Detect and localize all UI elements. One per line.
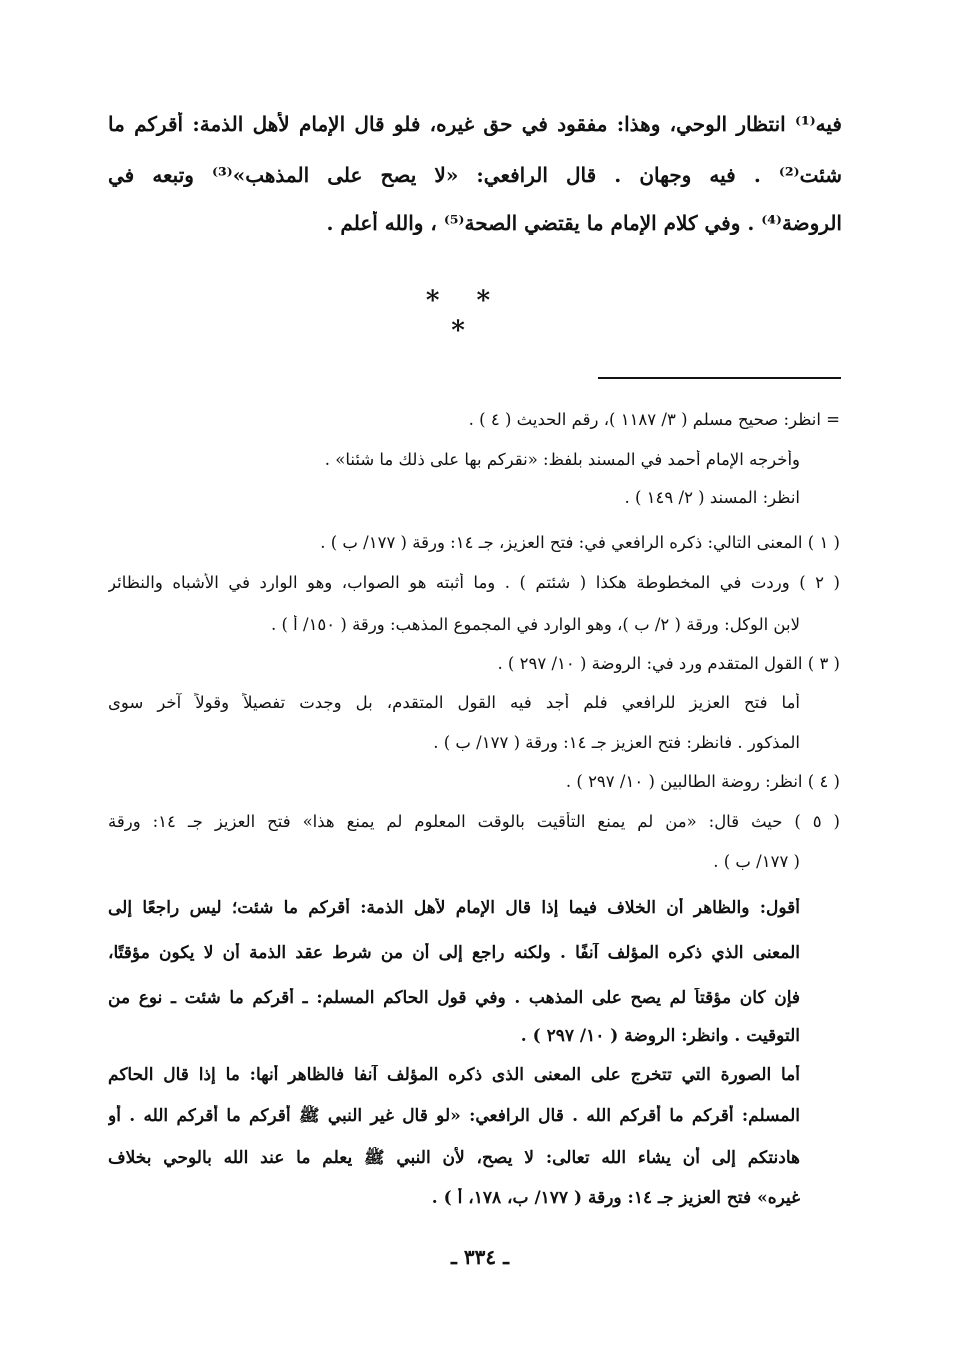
footnote-separator — [598, 377, 841, 379]
commentary-line: غيره» فتح العزيز جـ ١٤: ورقة ( ١٧٧/ ب، ١٧٨، أ ) . — [431, 1188, 800, 1208]
commentary-line: هادنتكم إلى أن يشاء الله تعالى: لا يصح، لأن النبي ﷺ يعلم ما عند الله بالوحي بخلاف — [108, 1148, 800, 1168]
footnote-5-cont: ( ١٧٧/ ب ) . — [713, 852, 800, 871]
commentary-line: فإن كان مؤقتاً لم يصح على المذهب . وفي قول الحاكم المسلم: ـ أقركم ما شئت ـ نوع من — [108, 988, 800, 1008]
footnote-2-cont: لابن الوكل: ورقة ( ٢/ ب )، وهو الوارد في المجموع المذهب: ورقة ( ١٥٠/ أ ) . — [271, 615, 800, 634]
footnote-5: ( ٥ ) حيث قال: «من لم يمنع التأقيت بالوقت المعلوم لم يمنع هذا» فتح العزيز جـ ١٤: ورقة — [108, 812, 840, 831]
main-text-line: شئت⁽²⁾ . فيه وجهان . قال الرافعي: «لا يصح على المذهب»⁽³⁾ وتبعه في — [108, 163, 842, 187]
footnote-continuation-line: = انظر: صحيح مسلم ( ٣/ ١١٨٧ )، رقم الحديث ( ٤ ) . — [468, 410, 840, 429]
footnote-1: ( ١ ) المعنى التالي: ذكره الرافعي في: فتح العزيز، جـ ١٤: ورقة ( ١٧٧/ ب ) . — [320, 533, 840, 552]
commentary-line: أما الصورة التي تتخرج على المعنى الذى ذكره المؤلف آنفا فالظاهر أنها: ما إذا قال الحاكم — [108, 1065, 800, 1085]
footnote-4: ( ٤ ) انظر: روضة الطالبين ( ١٠/ ٢٩٧ ) . — [565, 772, 840, 791]
footnote-3: ( ٣ ) القول المتقدم ورد في: الروضة ( ١٠/ ٢٩٧ ) . — [497, 654, 840, 673]
footnote-continuation-line: انظر: المسند ( ٢/ ١٤٩ ) . — [624, 488, 800, 507]
footnote-continuation-line: وأخرجه الإمام أحمد في المسند بلفظ: «نقركم بها على ذلك ما شئنا» . — [324, 450, 800, 469]
section-divider-stars: * * * — [425, 286, 505, 346]
commentary-line: التوقيت . وانظر: الروضة ( ١٠/ ٢٩٧ ) . — [520, 1026, 800, 1046]
page-number: ـ ٣٣٤ ـ — [451, 1245, 509, 1269]
commentary-line: المسلم: أقركم ما أقركم الله . قال الرافعي: «لو قال غير النبي ﷺ أقركم ما أقركم الله . أو — [108, 1106, 800, 1126]
main-text-line: الروضة⁽⁴⁾ . وفي كلام الإمام ما يقتضي الصحة⁽⁵⁾ ، والله أعلم . — [326, 211, 842, 235]
commentary-line: أقول: والظاهر أن الخلاف فيما إذا قال الإمام لأهل الذمة: أقركم ما شئت؛ ليس راجعًا إلى — [108, 898, 800, 918]
footnote-2: ( ٢ ) وردت في المخطوطة هكذا ( شئتم ) . وما أثبته هو الصواب، وهو الوارد في الأشباه والنظائر — [108, 573, 840, 592]
footnote-3-cont: أما فتح العزيز للرافعي فلم أجد فيه القول المتقدم، بل وجدت تفصيلاً وقولاً آخر سوى — [108, 693, 800, 712]
commentary-line: المعنى الذي ذكره المؤلف آنفًا . ولكنه راجع إلى أن من شرط عقد الذمة أن لا يكون مؤقتًا، — [108, 943, 800, 963]
main-text-line: فيه⁽¹⁾ انتظار الوحي، وهذا: مفقود في حق غيره، فلو قال الإمام لأهل الذمة: أقركم ما — [108, 112, 842, 136]
footnote-3-cont: المذكور . فانظر: فتح العزيز جـ ١٤: ورقة ( ١٧٧/ ب ) . — [433, 733, 800, 752]
